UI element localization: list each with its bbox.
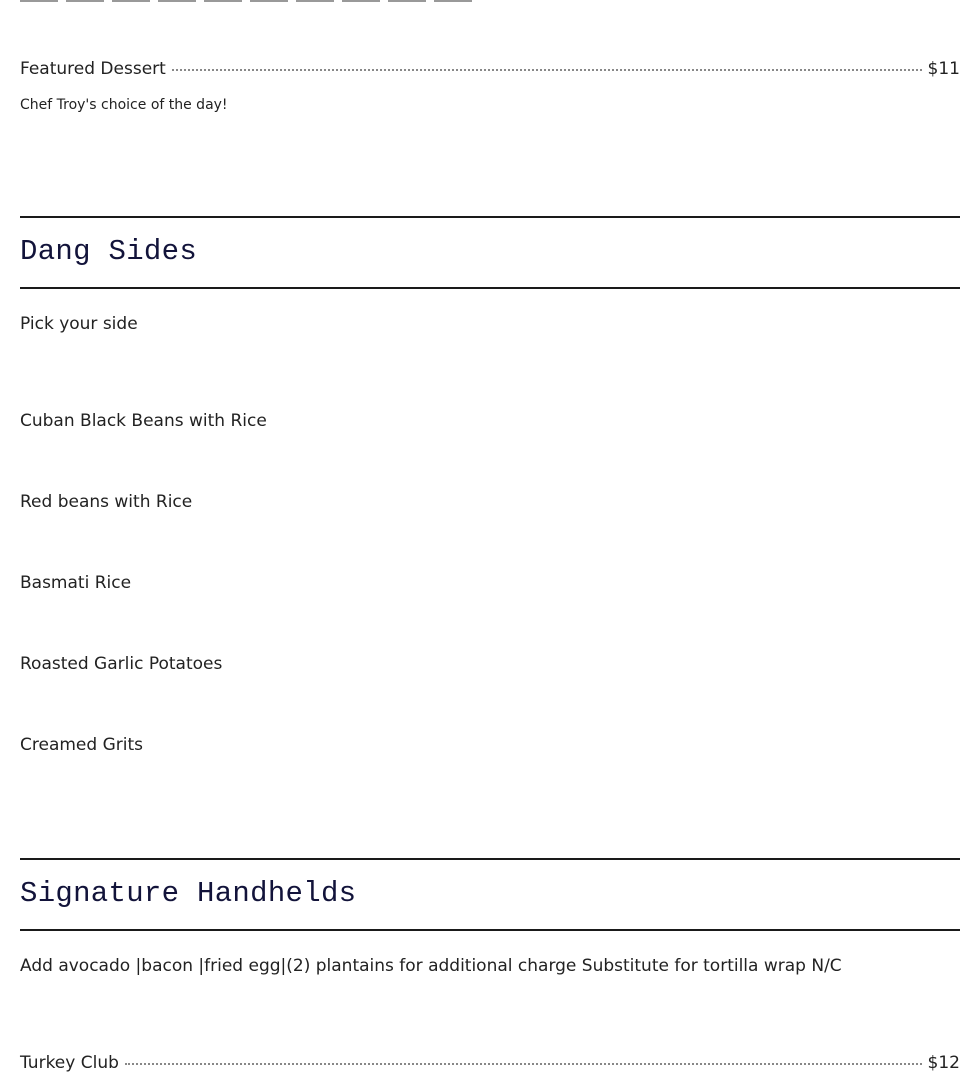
menu-item-name: Featured Dessert [20,59,166,79]
side-item: Basmati Rice [20,573,132,593]
menu-item-name: Turkey Club [20,1053,119,1073]
menu-item-featured-dessert [20,58,960,80]
menu-item-turkey-club [20,1052,960,1074]
menu-item-price: $12 [927,1053,960,1073]
section-divider-bottom [20,287,960,289]
side-item: Creamed Grits [20,735,143,755]
section-divider-top [20,216,960,218]
section-divider-bottom [20,929,960,931]
previous-item-description-clipped [20,0,480,4]
menu-item-description: Chef Troy's choice of the day! [20,97,228,113]
section-divider-top [20,858,960,860]
menu-item-price: $11 [927,59,960,79]
section-title-handhelds: Signature Handhelds [20,877,357,910]
dot-leader [172,69,922,71]
dot-leader [125,1063,922,1065]
side-item: Cuban Black Beans with Rice [20,411,267,431]
section-title-sides: Dang Sides [20,235,198,268]
section-note-sides: Pick your side [20,314,138,334]
side-item: Red beans with Rice [20,492,193,512]
side-item: Roasted Garlic Potatoes [20,654,223,674]
section-note-handhelds: Add avocado |bacon |fried egg|(2) plantains for additional charge Substitute for tortilla wrap N/C [20,956,842,976]
